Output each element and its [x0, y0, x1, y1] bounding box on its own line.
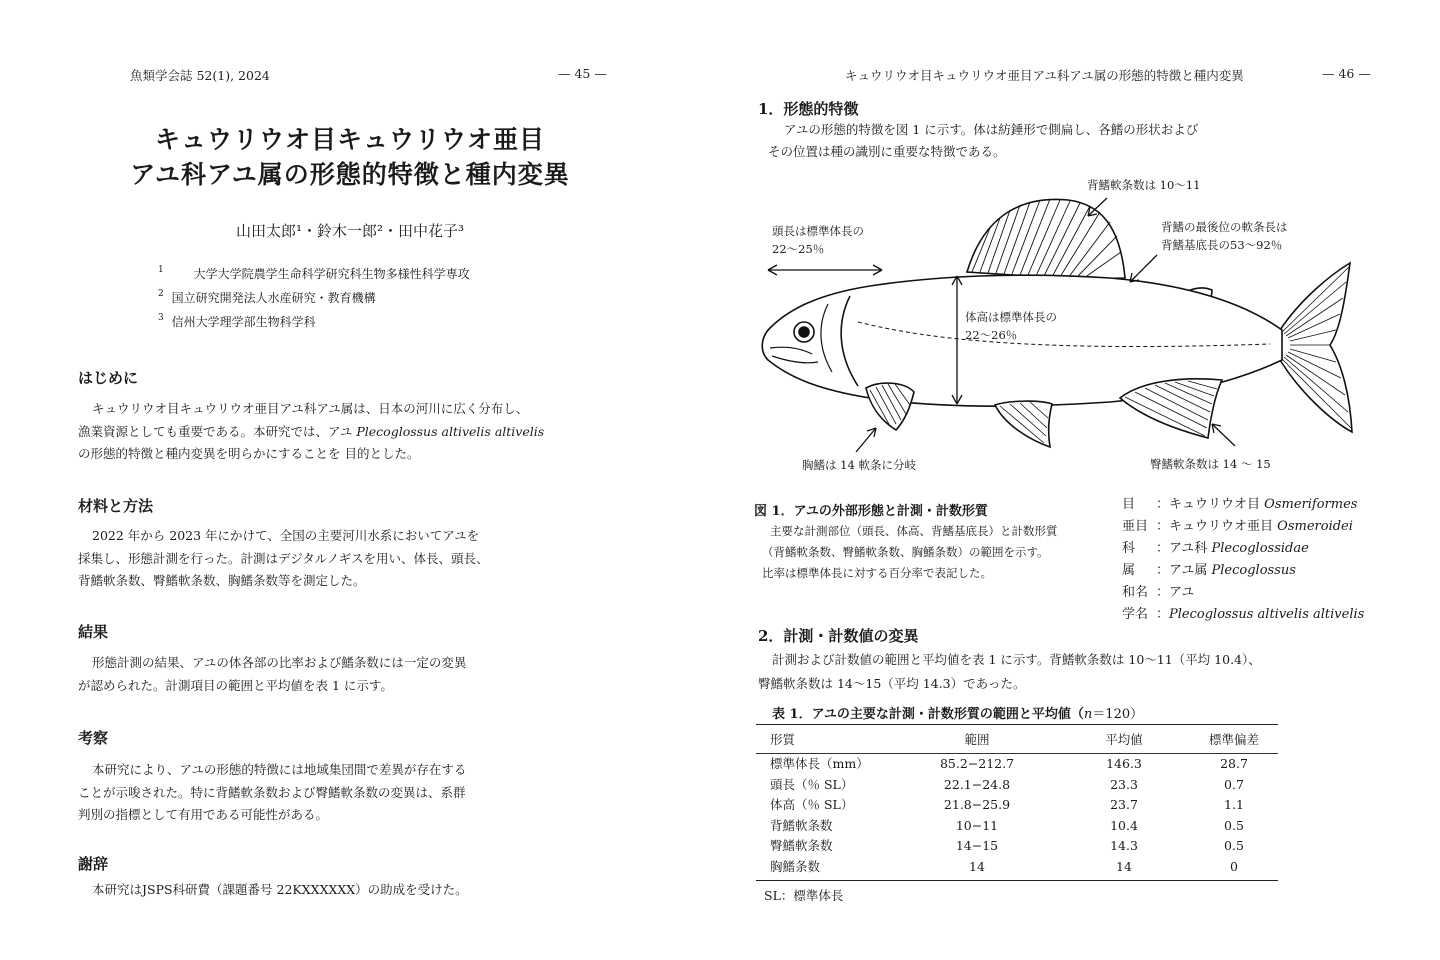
paragraph-line: 採集し、形態計測を行った。計測はデジタルノギスを用い、体長、頭長、: [78, 550, 489, 566]
species-name-italic: Plecoglossus altivelis altivelis: [356, 423, 545, 439]
table-cell: 胸鰭条数: [770, 858, 821, 874]
taxonomy-row-genus: 属 ：アユ属 Plecoglossus: [1122, 563, 1296, 578]
affiliation-number: 2: [158, 289, 164, 299]
section-heading-results: 結果: [78, 623, 109, 641]
article-title-line1: キュウリウオ目キュウリウオ亜目: [154, 125, 545, 154]
figure-caption-body: [762, 521, 1102, 584]
table-cell: 標準体長（mm）: [770, 756, 869, 771]
table-cell: 0.5: [1224, 817, 1244, 833]
page-number-right: — 46 —: [1322, 66, 1371, 81]
table-row: [756, 816, 1278, 837]
label-body-depth: 体高は標準体長の 22～26％: [965, 310, 1057, 342]
paragraph-line: その位置は種の識別に重要な特徴である。: [768, 144, 1006, 159]
affiliation-3: [158, 313, 316, 330]
affiliation-text: 国立研究開発法人水産研究・教育機構: [171, 291, 376, 305]
table-cell: 23.3: [1110, 776, 1138, 792]
column-header: 平均値: [1058, 726, 1190, 754]
paragraph-line: アユの形態的特徴を図 1 に示す。体は紡錘形で側扁し、各鰭の形状および: [784, 122, 1199, 137]
column-header: 範囲: [896, 726, 1058, 754]
affiliation-number: 1: [158, 265, 164, 275]
affiliation-number: 3: [158, 313, 164, 323]
column-header: 標準偏差: [1190, 726, 1278, 754]
section-heading-morphology: 1．形態的特徴: [758, 100, 859, 118]
section-heading-methods: 材料と方法: [78, 497, 154, 515]
table-cell: 14.3: [1110, 838, 1138, 853]
section-body-discussion: [78, 759, 618, 827]
label-pectoral-fin: 胸鰭は 14 軟条に分岐: [802, 458, 916, 472]
paragraph-line: が認められた。計測項目の範囲と平均値を表 1 に示す。: [78, 677, 393, 693]
table-footnote: SL：標準体長: [764, 888, 844, 903]
taxonomy-row-japanese-name: 和名 ：アユ: [1122, 585, 1195, 600]
paragraph-line: の形態的特徴と種内変異を明らかにすることを 目的とした。: [78, 446, 420, 461]
table-cell: 21.8−25.9: [943, 797, 1011, 812]
taxonomy-row-scientific-name: 学名 ：Plecoglossus altivelis altivelis: [1122, 607, 1365, 622]
table-row: [756, 857, 1278, 878]
table-bottom-rule: [756, 880, 1278, 881]
paragraph-line: 臀鰭軟条数は 14～15（平均 14.3）であった。: [758, 676, 1026, 691]
table-cell: 28.7: [1220, 756, 1248, 771]
table-cell: 14: [969, 858, 985, 874]
table-cell: 体高（％ SL）: [770, 797, 854, 812]
section-body-results: [78, 652, 618, 697]
paragraph-line: 本研究により、アユの形態的特徴には地域集団間で差異が存在する: [92, 762, 467, 777]
author-list: 山田太郎¹・鈴木一郎²・田中花子³: [235, 222, 465, 240]
label-anal-fin-rays: 臀鰭軟条数は 14 ～ 15: [1150, 457, 1271, 471]
table-cell: 頭長（％ SL）: [770, 776, 854, 792]
journal-citation: 魚類学会誌 52(1), 2024: [130, 68, 270, 83]
table-cell: 0: [1230, 858, 1238, 874]
table-row: [756, 775, 1278, 796]
paragraph-line: キュウリウオ目キュウリウオ亜目アユ科アユ属は、日本の河川に広く分布し、: [92, 401, 529, 416]
table-cell: 0.5: [1224, 838, 1244, 853]
caption-line: （背鰭軟条数、臀鰭軟条数、胸鰭条数）の範囲を示す。: [762, 545, 1049, 559]
paragraph-line: 2022 年から 2023 年にかけて、全国の主要河川水系においてアユを: [92, 528, 480, 543]
paragraph-line: 漁業資源としても重要である。本研究では、アユ Plecoglossus altivelis altivelis: [78, 423, 545, 439]
caption-line: 比率は標準体長に対する百分率で表記した。: [762, 566, 992, 580]
label-head-length: 頭長は標準体長の 22～25％: [772, 224, 864, 256]
taxonomy-row-suborder: 亜目 ：キュウリウオ亜目 Osmeroidei: [1122, 519, 1353, 534]
paragraph-line: ことが示唆された。特に背鰭軟条数および臀鰭軟条数の変異は、系群: [78, 784, 466, 800]
table-cell: 22.1−24.8: [943, 776, 1011, 792]
table-cell: 背鰭軟条数: [770, 817, 833, 833]
table-cell: 146.3: [1106, 756, 1142, 771]
paragraph-line: 計測および計数値の範囲と平均値を表 1 に示す。背鰭軟条数は 10～11（平均 10.4）、: [772, 652, 1261, 667]
table-cell: 23.7: [1110, 797, 1138, 812]
label-last-dorsal-ray: 背鰭の最後位の軟条長は 背鰭基底長の53～92％: [1161, 220, 1288, 252]
section-body-methods: [78, 525, 618, 593]
column-header: 形質: [756, 726, 896, 754]
affiliation-text: 信州大学理学部生物科学科: [171, 315, 316, 329]
paragraph-line: 本研究はJSPS科研費（課題番号 22KXXXXXX）の助成を受けた。: [92, 882, 468, 897]
table-cell: 10−11: [955, 817, 999, 833]
section-body-acknowledgments: [78, 879, 618, 902]
affiliation-1: [158, 265, 470, 282]
taxonomy-row-family: 科 ：アユ科 Plecoglossidae: [1122, 541, 1309, 556]
table-cell: 14: [1116, 858, 1132, 874]
section-heading-introduction: はじめに: [78, 369, 139, 387]
section-heading-discussion: 考察: [78, 729, 109, 747]
paragraph-line: 判別の指標として有用である可能性がある。: [78, 807, 329, 822]
table-cell: 臀鰭軟条数: [770, 838, 833, 853]
page-number-left: — 45 —: [558, 66, 607, 81]
paragraph-line: 背鰭軟条数、臀鰭軟条数、胸鰭条数等を測定した。: [78, 573, 366, 588]
fish-morphology-figure: [740, 170, 1400, 480]
table-row: [756, 754, 1278, 775]
section-heading-acknowledgments: 謝辞: [78, 855, 109, 873]
table-row: [756, 795, 1278, 816]
section-heading-variation: 2．計測・計数値の変異: [758, 627, 919, 645]
table-cell: 0.7: [1224, 776, 1244, 792]
label-dorsal-fin-rays: 背鰭軟条数は 10～11: [1087, 178, 1201, 192]
section-body-morphology: [768, 119, 1388, 163]
section-body-introduction: [78, 398, 618, 466]
table-cell: 14−15: [955, 838, 999, 853]
table-cell: 85.2−212.7: [939, 756, 1015, 771]
table-title: 表 1．アユの主要な計測・計数形質の範囲と平均値（n＝120）: [772, 707, 1144, 722]
running-title: キュウリウオ目キュウリウオ亜目アユ科アユ属の形態的特徴と種内変異: [845, 68, 1244, 83]
measurement-table: [756, 726, 1278, 877]
affiliation-2: [158, 289, 376, 306]
taxonomy-row-order: 目 ：キュウリウオ目 Osmeriformes: [1122, 497, 1358, 512]
table-header-row: [756, 726, 1278, 754]
table-row: [756, 836, 1278, 857]
section-body-variation: [758, 648, 1398, 696]
table-top-rule: [756, 724, 1278, 725]
table-cell: 10.4: [1110, 817, 1138, 833]
table-cell: 1.1: [1224, 797, 1244, 812]
figure-caption-title: 図 1．アユの外部形態と計測・計数形質: [754, 504, 988, 519]
affiliation-text: 大学大学院農学生命科学研究科生物多様性科学専攻: [193, 267, 470, 281]
article-title-line2: アユ科アユ属の形態的特徴と種内変異: [130, 160, 570, 189]
taxonomy-list: [1122, 494, 1364, 626]
paragraph-line: 形態計測の結果、アユの体各部の比率および鰭条数には一定の変異: [92, 655, 467, 670]
caption-line: 主要な計測部位（頭長、体高、背鰭基底長）と計数形質: [770, 524, 1058, 538]
